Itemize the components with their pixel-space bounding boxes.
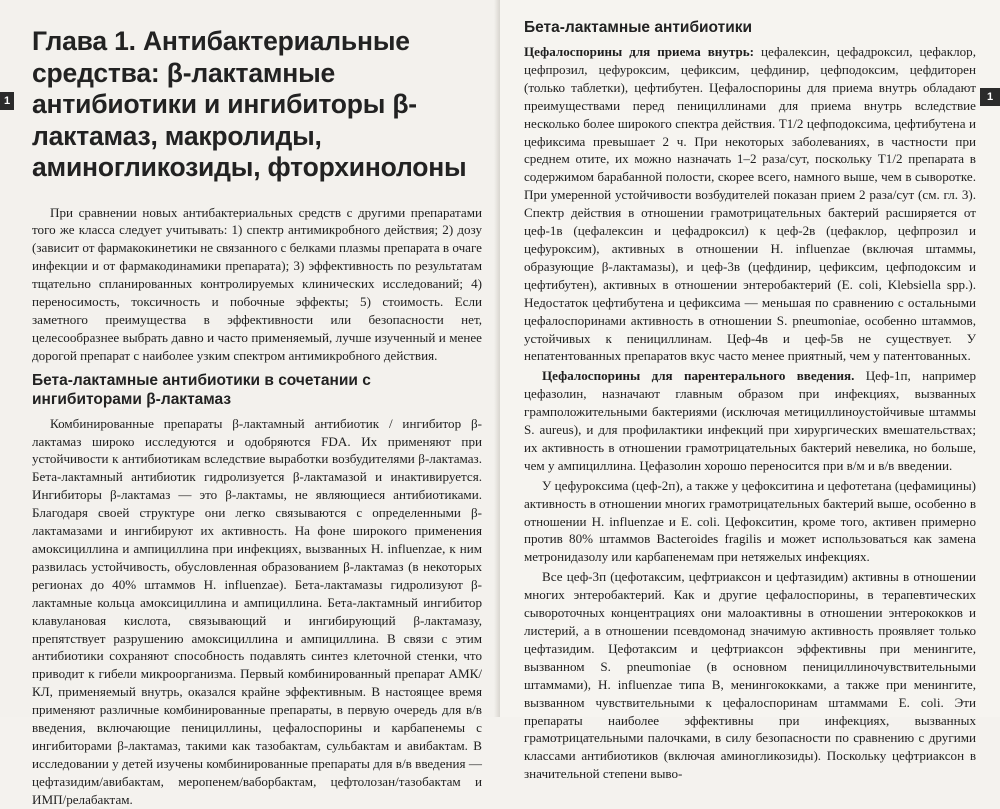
parenteral-cephalosporins-text: Цеф-1п, например цефазолин, назначают главным образом при инфекциях, вызванных грамположительными бактериями (исключая метициллиноустойчивые штаммы S. aureus), и для профилактики инфекций при хирургических вмешательствах; их активность в отношении грамотрицательных бактерий невелика, но больше, чем у ампициллина. Цефазолин хорошо переносится при в/м и в/в введении. bbox=[524, 368, 977, 473]
chapter-title: Глава 1. Антибактериальные средства: β-лактамные антибиотики и ингибиторы β-лактамаз, макролиды, аминогликозиды, фторхинолоны bbox=[32, 26, 467, 182]
left-page bbox=[0, 0, 500, 807]
intro-paragraph: При сравнении новых антибактериальных средств с другими препаратами того же класса следует учитывать: 1) спектр антимикробного действия; 2) дозу (зависит от фармакокинетики не связанного с белками плазмы препарата в очаге инфекции и от фармакодинамики препарата); 3) эффективность по результатам тщательно спланированных контролируемых клинических исследований; 4) переносимость, токсичность и побочные эффекты; 5) стоимость. Если заметного преимущества в эффективности или безопасности нет, целесообразнее выбрать давно и часто применяемый, лучше изученный и менее дорогой препарат с наиболее узким спектром антимикробного действия. bbox=[32, 204, 482, 363]
combinations-paragraph: Комбинированные препараты β-лактамный антибиотик / ингибитор β-лактамаз широко исследуются и одобряются FDA. Их применяют при устойчивости к антибиотикам вследствие выработки возбудителями β-лактамаз. Бета-лактамный антибиотик гидролизуется β-лактамазой и инактивируется. Ингибиторы β-лактамаз — это β-лактамы, не являющиеся антибиотиками. Благодаря своей структуре они легко связываются с определенными β-лактамазами и ингибируют их активность. На фоне широкого применения амоксициллина и ампициллина при инфекциях, вызванных H. influenzae, к ним развилась устойчивость, обусловленная образованием β-лактамаз (в некоторых регионах до 40% штаммов H. influenzae). Бета-лактамазы гидролизуют β-лактамные кольца амоксициллина и ампициллина. Бета-лактамный ингибитор клавулановая кислота, связывающий и ингибирующий β-лактамазу, препятствует разрушению амоксициллина и ампициллина. В связи с этим антибиотики сохраняют способность подавлять синтез клеточной стенки, что приводит к гибели микроорганизма. Первый комбинированный препарат АМК/КЛ, применяемый внутрь, оказался крайне эффективным. В настоящее время применяют различные комбинированные препараты, в первую очередь для в/в введения, включающие пенициллины, цефалоспорины и карбапенемы с ингибиторами β-лактамаз, такими как тазобактам, сульбактам и авибактам. В исследовании у детей изучены комбинированные препараты для в/в введения — цефтазидим/авибактам, меропенем/ваборбактам, цефтолозан/тазобактам и ИМП/релабактам. bbox=[32, 415, 482, 807]
oral-cephalosporins-text: цефалексин, цефадроксил, цефаклор, цефпрозил, цефуроксим, цефиксим, цефдинир, цефподоксим, цефдиторен (только таблетки), цефтибутен. Цефалоспорины для приема внутрь обладают преимуществами перед пенициллинами для приема внутрь вследствие несколько более широкого спектра действия. T1/2 цефподоксима, цефтибутена и цефиксима превышает 2 ч. При некоторых заболеваниях, в частности при среднем отите, их можно назначать 1–2 раза/сут, поскольку T1/2 препарата в содержимом барабанной полости, скорее всего, намного выше, чем в сыворотке. При умеренной устойчивости возбудителей показан прием 2 раза/сут (см. гл. 3). Спектр действия в отношении грамотрицательных бактерий расширяется от цеф-1в (цефалексин и цефадроксил) к цеф-2в (цефаклор, цефпрозил и цефуроксим), активных в отношении H. influenzae (включая штаммы, образующие β-лактамазы), и цеф-3в (цефдинир, цефиксим, цефподоксим и цефтибутен), активных в отношении энтеробактерий (E. coli, Klebsiella spp.). Недостаток цефтибутена и цефиксима — меньшая по сравнению с остальными цефалоспоринами активность в отношении S. pneumoniae, особенно штаммов, устойчивых к пенициллинам. Цеф-4в и цеф-5в не существует. У непатентованных препаратов вкус часто менее приятный, чем у патентованных. bbox=[524, 44, 976, 364]
section-heading-combinations: Бета-лактамные антибиотики в сочетании с ингибиторами β-лактамаз bbox=[32, 371, 371, 408]
oral-cephalosporins-paragraph bbox=[524, 43, 976, 365]
right-page bbox=[500, 0, 1000, 782]
page-marker-right: 1 bbox=[980, 88, 1000, 106]
third-gen-paragraph: Все цеф-3п (цефотаксим, цефтриаксон и цефтазидим) активны в отношении многих энтеробактерий. Как и другие цефалоспорины, в терапевтических сывороточных концентрациях они малоактивны в отношении энтерококков и листерий, а в отношении псевдомонад значимую активность проявляет только цефтазидим. Цефотаксим и цефтриаксон эффективны при менингите, вызванном S. pneumoniae (в основном пенициллиночувствительными штаммами), H. influenzae типа B, менингококками, а также при менингите, вызванном чувствительными к цефалоспоринам штаммами E. coli. Эти препараты наиболее эффективны при инфекциях, вызванных грамотрицательными палочками, в силу безопасности по сравнению с другими классами антибиотиков (включая аминогликозиды). Поскольку цефтриаксон в значительной степени выво- bbox=[524, 569, 976, 782]
oral-cephalosporins-lead: Цефалоспорины для приема внутрь: bbox=[524, 44, 755, 59]
parenteral-cephalosporins-lead: Цефалоспорины для парентерального введения. bbox=[542, 368, 855, 384]
cefuroxime-paragraph: У цефуроксима (цеф-2п), а также у цефокситина и цефотетана (цефамицины) активность в отношении многих грамотрицательных бактерий выше, особенно в отношении H. influenzae и E. coli. Цефокситин, кроме того, активен примерно против 80% штаммов Bacteroides fragilis и может использоваться как замена метронидазолу или карбапенемам при нетяжелых инфекциях. bbox=[524, 477, 976, 565]
page-marker-left: 1 bbox=[0, 92, 14, 110]
section-heading-beta-lactams: Бета-лактамные антибиотики bbox=[524, 19, 753, 36]
parenteral-cephalosporins-paragraph bbox=[524, 367, 976, 474]
